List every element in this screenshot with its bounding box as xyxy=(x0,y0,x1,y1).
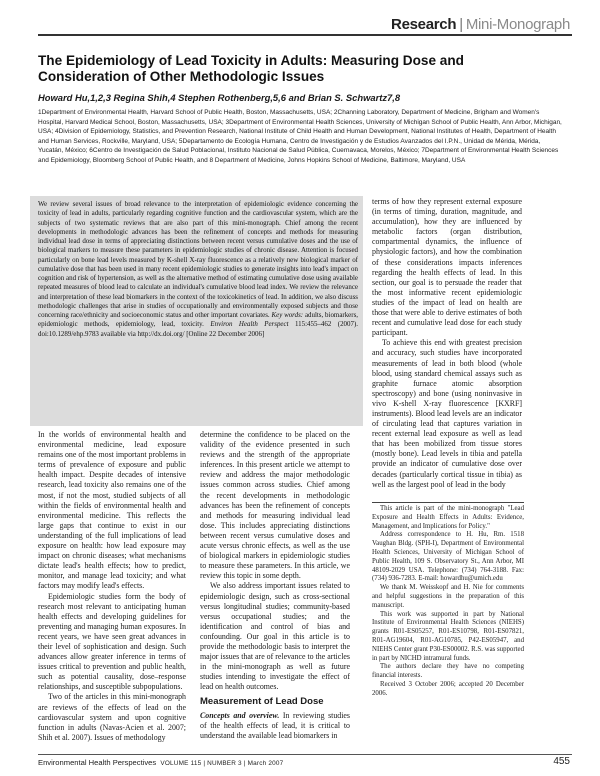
footer-rule xyxy=(38,754,572,755)
note: Address correspondence to H. Hu, Rm. 1518 Vaughan Bldg. (SPH-I), Department of Environmental Health Sciences, University of Michigan School of Public Health, 109 S. Observatory St., Ann Arbor, MI 48109-2029 USA. Telephone: (734) 764-3188. Fax: (734) 936-7283. E-mail: howardhu@umich.edu xyxy=(372,531,524,583)
footer-journal xyxy=(38,758,283,767)
citation-details: 115:455–462 (2007). doi:10.1289/ehp.9783 available via http://dx.doi.org/ [Online 22 December 2006] xyxy=(38,320,359,338)
note: This work was supported in part by National Institute of Environmental Health Sciences (NIEHS) grants R01-ES05257, R01-ES10798, R01-ES07821, R01-AG19604, R01-AG10785, P42-ES05947, and NIEHS Center grant P30-ES00002. R.S. was supported in part by NICHD intramural funds. xyxy=(372,610,524,662)
section-name: Research xyxy=(391,16,457,33)
section-label xyxy=(391,16,570,33)
article-authors: Howard Hu,1,2,3 Regina Shih,4 Stephen Rothenberg,5,6 and Brian S. Schwartz7,8 xyxy=(38,92,401,103)
body-column-1 xyxy=(38,430,186,743)
note: Received 3 October 2006; accepted 20 December 2006. xyxy=(372,680,524,697)
paragraph: Epidemiologic studies form the body of research most relevant to anticipating human health effects and developing guidelines for preventing and managing human exposures. In recent years, we have seen great advances in their level of sophistication and design. Such advances allow greater inference in terms of issues critical to prevention and public health, such as potential causality, dose–response relationships, and susceptible subpopulations. xyxy=(38,591,186,692)
journal-name: Environmental Health Perspectives xyxy=(38,758,157,767)
keywords-label: Key words: xyxy=(271,311,304,319)
notes-rule xyxy=(372,502,524,503)
paragraph: Two of the articles in this mini-monograph are reviews of the effects of lead on the cardiovascular system and upon cognitive function in adults (Navas-Acien et al. 2007; Shih et al. 2007). Issues of methodology xyxy=(38,692,186,742)
header-rule xyxy=(38,34,572,36)
note: We thank M. Weisskopf and H. Nie for comments and helpful suggestions in the preparation of this manuscript. xyxy=(372,584,524,609)
article-notes xyxy=(372,505,524,699)
body-column-2 xyxy=(200,430,350,741)
page-number: 455 xyxy=(553,756,570,767)
note: The authors declare they have no competing financial interests. xyxy=(372,663,524,680)
paragraph: terms of how they represent external exposure (in terms of timing, duration, magnitude, and accumulation), how they are influenced by metabolic factors (organ distribution, compartmental dynamics, the influence of physiologic factors), and how the combination of these considerations impacts inferences regarding the health effects of lead. In this section, our goal is to persuade the reader that the most informative recent epidemiologic studies of the impact of lead on health are those that were able to derive estimates of both recent and cumulative lead dose for each study participant. xyxy=(372,197,522,338)
body-column-3 xyxy=(372,197,522,490)
volume-info: VOLUME 115 | NUMBER 3 | March 2007 xyxy=(160,760,284,767)
paragraph: We also address important issues related to epidemiologic design, such as cross-sectional versus longitudinal studies; community-based versus occupational studies; and the identification and control of bias and confounding. Our goal in this article is to provide the methodologic basis to interpret the major issues that are of relevance to the articles in the mini-monograph as well as future studies intending to investigate the effect of lead on health outcomes. xyxy=(200,581,350,692)
abstract-text: We review several issues of broad relevance to the interpretation of epidemiologic evidence concerning the toxicity of lead in adults, particularly regarding cognitive function and the cardiovascular system, which are the subjects of two systematic reviews that are also part of this mini-monograph. Chief among the recent developments in methodologic advances has been the refinement of concepts and methods for measuring individual lead dose in terms of appreciating distinctions between recent versus cumulative doses and the use of biological markers to measure these parameters in epidemiologic studies of chronic disease. Attention is focused particularly on bone lead levels measured by K-shell X-ray fluorescence as a relatively new biological marker of cumulative dose that has been used in many recent epidemiologic studies to generate insights into lead's impact on cognition and risk of hypertension, as well as the alternative method of estimating cumulative dose using available repeated measures of blood lead to calculate an individual's cumulative blood lead index. We review the relevance and interpretation of these lead biomarkers in the context of the toxicokinetics of lead. In addition, we also discuss methodologic challenges that arise in studies of occupationally and environmentally exposed subjects and those concerning race/ethnicity and socioeconomic status and other important covariates. xyxy=(38,200,358,319)
paragraph-text: In reviewing studies of the health effects of lead, it is critical to understand the available lead biomarkers in xyxy=(200,710,350,740)
abstract xyxy=(38,200,358,339)
paragraph: To achieve this end with greatest precision and accuracy, such studies have incorporated measurements of lead in both blood (whole blood, using standard chemical assays such as graphite furnace atomic absorption spectroscopy) and bone (using noninvasive in vivo K-shell X-ray fluorescence [KXRF] instruments). Blood lead levels are an indicator of circulating lead that captures variation in recent external lead exposure as well as lead that has been mobilized from tissue stores (mostly bone). Lead levels in tibia and patella provide an indicator of cumulative dose over decades (particularly cortical tissue in tibia) as well as the largest pool of lead in the body xyxy=(372,338,522,489)
section-heading: Measurement of Lead Dose xyxy=(200,696,324,708)
run-in-heading: Concepts and overview. xyxy=(200,710,280,720)
article-title: The Epidemiology of Lead Toxicity in Adults: Measuring Dose and Consideration of Other Methodologic Issues xyxy=(38,53,464,84)
paragraph xyxy=(200,711,350,741)
author-affiliations: 1Department of Environmental Health, Harvard School of Public Health, Boston, Massachusetts, USA; 2Channing Laboratory, Department of Medicine, Brigham and Women's Hospital, Harvard Medical School, Boston, Massachusetts, USA; 3Department of Environmental Health Sciences, University of Michigan School of Public Health, Ann Arbor, Michigan, USA; 4Division of Epidemiology, Statistics, and Prevention Research, National Institute of Child Health and Human Development, National Institutes of Health, Department of Health and Human Services, Rockville, Maryland, USA; 5Departamento de Ecología Humana, Centro de Investigación y de Estudios Avanzados del I.P.N., Unidad de Mérida, Mérida, Yucatán, México; 6Centro de Investigación de Salud Poblacional, Instituto Nacional de Salud Pública, Cuernavaca, Morelos, México; 7Department of Environmental Health Sciences and Epidemiology, Bloomberg School of Public Health, and 8 Department of Medicine, Johns Hopkins School of Medicine, Baltimore, Maryland, USA xyxy=(38,109,562,164)
keywords: adults, biomarkers, epidemiologic methods, epidemiology, lead, toxicity. xyxy=(38,311,359,329)
note: This article is part of the mini-monograph "Lead Exposure and Health Effects in Adults: Evidence, Management, and Implications for Policy." xyxy=(372,505,524,530)
section-separator: | xyxy=(459,16,463,33)
subsection-name: Mini-Monograph xyxy=(465,16,570,33)
paragraph: In the worlds of environmental health and environmental medicine, lead exposure remains one of the most important problems in terms of prevalence of exposure and public health impact. Despite decades of intensive research, lead toxicity also remains one of the most, if not the most, studied subjects of all within the fields of environmental health and environmental medicine. This reflects the large gaps that continue to exist in our understanding of the full implications of lead exposure on health: how lead exposure may impact on chronic diseases; what mechanisms dictate lead's health effects; how to predict, monitor, and manage lead toxicity; and what factors may modify lead's effects. xyxy=(38,430,186,591)
paragraph: determine the confidence to be placed on the validity of the evidence presented in such reviews and the strength of the appropriate inferences. In this present article we attempt to review and address the major methodologic issues common across studies. Chief among the recent developments in methodologic advances has been the refinement of concepts and methods for measuring individual lead dose. This includes appreciating distinctions between recent versus cumulative doses and acute versus chronic effects, as well as the use of biological markers in epidemiologic studies to measure these parameters. In this article, we review this topic in some depth. xyxy=(200,430,350,581)
citation-journal: Environ Health Perspect xyxy=(210,320,289,329)
